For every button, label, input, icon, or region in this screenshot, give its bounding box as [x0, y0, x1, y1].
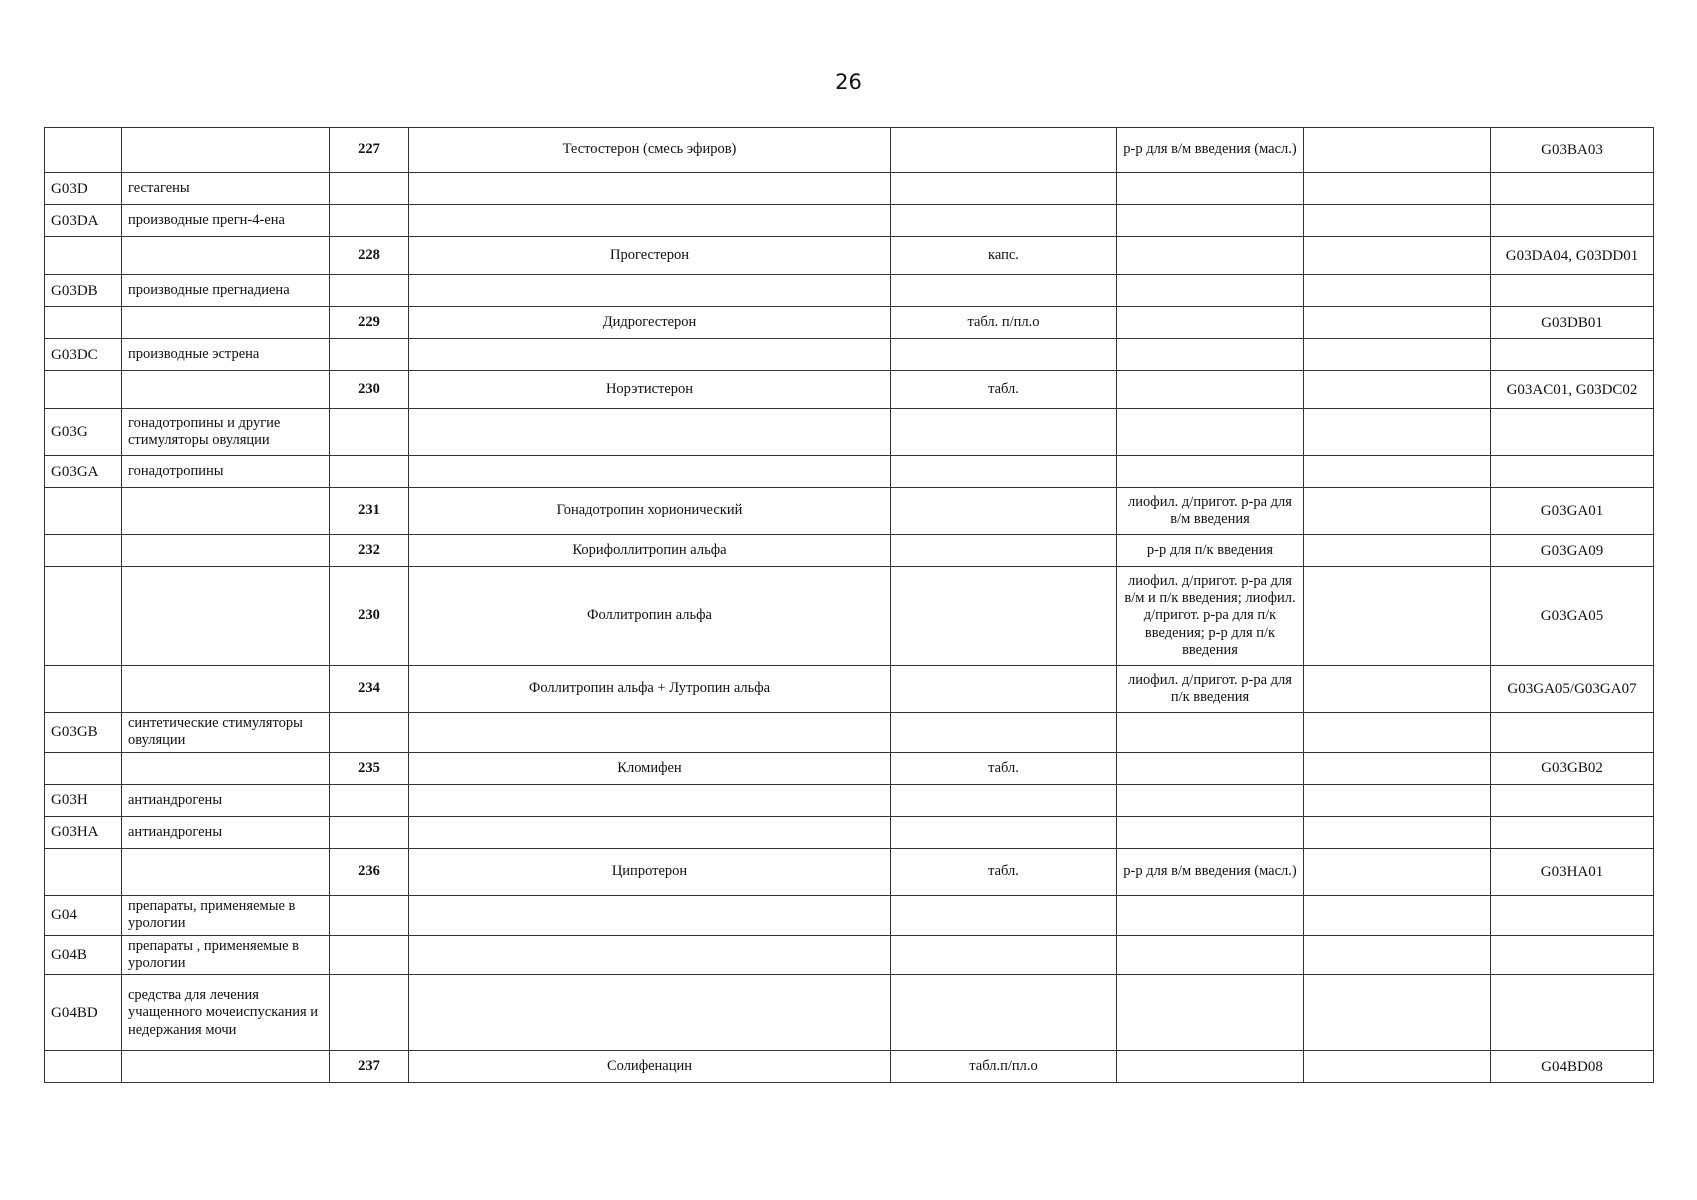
- number-cell: [330, 339, 409, 371]
- group-cell: [122, 567, 330, 666]
- number-cell: [330, 456, 409, 488]
- form-cell-2: [1117, 456, 1304, 488]
- table-row: [45, 816, 1654, 848]
- group-cell: [122, 666, 330, 713]
- table-row: [45, 752, 1654, 784]
- drug-name-cell: [409, 895, 891, 935]
- number-cell: [330, 816, 409, 848]
- form-cell-2: лиофил. д/пригот. р-ра для в/м введения: [1117, 488, 1304, 535]
- drug-name-cell: [409, 173, 891, 205]
- drug-name-cell: Кломифен: [409, 752, 891, 784]
- form-cell-3: [1304, 935, 1491, 975]
- code-cell: G03BA03: [1491, 128, 1654, 173]
- atc-cell: [45, 567, 122, 666]
- table-row: [45, 535, 1654, 567]
- form-cell-3: [1304, 713, 1491, 753]
- form-cell-3: [1304, 173, 1491, 205]
- form-cell-3: [1304, 488, 1491, 535]
- table-row: [45, 848, 1654, 895]
- number-cell: [330, 975, 409, 1051]
- code-cell: G03GA09: [1491, 535, 1654, 567]
- group-cell: производные эстрена: [122, 339, 330, 371]
- form-cell-3: [1304, 275, 1491, 307]
- number-cell: [330, 275, 409, 307]
- table-row: [45, 488, 1654, 535]
- code-cell: G03HA01: [1491, 848, 1654, 895]
- table-row: [45, 339, 1654, 371]
- drug-name-cell: [409, 935, 891, 975]
- form-cell-2: р-р для в/м введения (масл.): [1117, 848, 1304, 895]
- form-cell-3: [1304, 752, 1491, 784]
- group-cell: [122, 1051, 330, 1083]
- form-cell-1: [891, 567, 1117, 666]
- group-cell: гонадотропины: [122, 456, 330, 488]
- number-cell: 230: [330, 567, 409, 666]
- form-cell-2: р-р для п/к введения: [1117, 535, 1304, 567]
- form-cell-1: [891, 339, 1117, 371]
- drug-name-cell: Корифоллитропин альфа: [409, 535, 891, 567]
- form-cell-3: [1304, 975, 1491, 1051]
- form-cell-3: [1304, 848, 1491, 895]
- atc-cell: G04: [45, 895, 122, 935]
- atc-cell: [45, 128, 122, 173]
- table-row: [45, 275, 1654, 307]
- number-cell: [330, 173, 409, 205]
- form-cell-3: [1304, 409, 1491, 456]
- number-cell: 227: [330, 128, 409, 173]
- form-cell-3: [1304, 816, 1491, 848]
- drug-name-cell: Гонадотропин хорионический: [409, 488, 891, 535]
- number-cell: [330, 409, 409, 456]
- group-cell: препараты, применяемые в урологии: [122, 895, 330, 935]
- form-cell-1: [891, 456, 1117, 488]
- form-cell-3: [1304, 237, 1491, 275]
- drug-name-cell: [409, 409, 891, 456]
- table-row: [45, 935, 1654, 975]
- form-cell-3: [1304, 128, 1491, 173]
- group-cell: [122, 752, 330, 784]
- form-cell-3: [1304, 205, 1491, 237]
- table-row: [45, 895, 1654, 935]
- number-cell: 231: [330, 488, 409, 535]
- group-cell: гестагены: [122, 173, 330, 205]
- group-cell: производные прегн-4-ена: [122, 205, 330, 237]
- number-cell: 229: [330, 307, 409, 339]
- group-cell: [122, 371, 330, 409]
- form-cell-3: [1304, 784, 1491, 816]
- atc-cell: G03GB: [45, 713, 122, 753]
- form-cell-1: [891, 784, 1117, 816]
- form-cell-1: [891, 128, 1117, 173]
- form-cell-3: [1304, 567, 1491, 666]
- code-cell: [1491, 205, 1654, 237]
- number-cell: [330, 713, 409, 753]
- group-cell: синтетические стимуляторы овуляции: [122, 713, 330, 753]
- drug-name-cell: [409, 975, 891, 1051]
- atc-cell: [45, 237, 122, 275]
- group-cell: гонадотропины и другие стимуляторы овуляции: [122, 409, 330, 456]
- form-cell-1: [891, 535, 1117, 567]
- code-cell: [1491, 339, 1654, 371]
- number-cell: 228: [330, 237, 409, 275]
- code-cell: [1491, 456, 1654, 488]
- atc-cell: G04BD: [45, 975, 122, 1051]
- drug-name-cell: Ципротерон: [409, 848, 891, 895]
- code-cell: G03DA04, G03DD01: [1491, 237, 1654, 275]
- form-cell-1: [891, 488, 1117, 535]
- form-cell-3: [1304, 535, 1491, 567]
- form-cell-2: лиофил. д/пригот. р-ра для в/м и п/к введения; лиофил. д/пригот. р-ра для п/к введения; р-р для п/к введения: [1117, 567, 1304, 666]
- atc-cell: G03DB: [45, 275, 122, 307]
- table-row: [45, 128, 1654, 173]
- atc-cell: G03H: [45, 784, 122, 816]
- table-row: [45, 666, 1654, 713]
- table-row: [45, 456, 1654, 488]
- table-row: [45, 567, 1654, 666]
- code-cell: [1491, 975, 1654, 1051]
- atc-cell: [45, 1051, 122, 1083]
- drug-name-cell: Дидрогестерон: [409, 307, 891, 339]
- form-cell-2: [1117, 237, 1304, 275]
- table-row: [45, 1051, 1654, 1083]
- form-cell-3: [1304, 339, 1491, 371]
- code-cell: [1491, 784, 1654, 816]
- form-cell-1: [891, 666, 1117, 713]
- drug-name-cell: [409, 713, 891, 753]
- table-row: [45, 307, 1654, 339]
- code-cell: [1491, 816, 1654, 848]
- group-cell: [122, 848, 330, 895]
- form-cell-2: [1117, 307, 1304, 339]
- number-cell: 236: [330, 848, 409, 895]
- code-cell: [1491, 895, 1654, 935]
- form-cell-1: капс.: [891, 237, 1117, 275]
- atc-cell: G03D: [45, 173, 122, 205]
- form-cell-2: [1117, 205, 1304, 237]
- number-cell: [330, 935, 409, 975]
- atc-cell: [45, 752, 122, 784]
- table-row: [45, 409, 1654, 456]
- code-cell: G03DB01: [1491, 307, 1654, 339]
- group-cell: [122, 237, 330, 275]
- group-cell: [122, 128, 330, 173]
- atc-cell: [45, 371, 122, 409]
- form-cell-1: табл.: [891, 848, 1117, 895]
- form-cell-1: [891, 816, 1117, 848]
- table-row: [45, 784, 1654, 816]
- number-cell: [330, 205, 409, 237]
- form-cell-2: [1117, 784, 1304, 816]
- number-cell: 235: [330, 752, 409, 784]
- form-cell-1: [891, 173, 1117, 205]
- group-cell: [122, 535, 330, 567]
- code-cell: [1491, 275, 1654, 307]
- atc-cell: G04B: [45, 935, 122, 975]
- table-row: [45, 975, 1654, 1051]
- form-cell-2: [1117, 1051, 1304, 1083]
- form-cell-3: [1304, 895, 1491, 935]
- number-cell: [330, 784, 409, 816]
- drug-name-cell: [409, 275, 891, 307]
- form-cell-2: [1117, 371, 1304, 409]
- group-cell: препараты , применяемые в урологии: [122, 935, 330, 975]
- form-cell-2: [1117, 275, 1304, 307]
- code-cell: [1491, 935, 1654, 975]
- form-cell-3: [1304, 666, 1491, 713]
- table-row: [45, 237, 1654, 275]
- atc-cell: G03G: [45, 409, 122, 456]
- form-cell-1: [891, 713, 1117, 753]
- form-cell-2: [1117, 339, 1304, 371]
- code-cell: [1491, 713, 1654, 753]
- form-cell-3: [1304, 371, 1491, 409]
- drug-name-cell: [409, 816, 891, 848]
- code-cell: [1491, 173, 1654, 205]
- form-cell-2: [1117, 713, 1304, 753]
- form-cell-2: [1117, 409, 1304, 456]
- group-cell: средства для лечения учащенного мочеиспускания и недержания мочи: [122, 975, 330, 1051]
- atc-cell: [45, 666, 122, 713]
- code-cell: G04BD08: [1491, 1051, 1654, 1083]
- atc-cell: G03GA: [45, 456, 122, 488]
- form-cell-2: р-р для в/м введения (масл.): [1117, 128, 1304, 173]
- table-row: [45, 205, 1654, 237]
- form-cell-2: [1117, 895, 1304, 935]
- code-cell: G03GA05/G03GA07: [1491, 666, 1654, 713]
- form-cell-2: [1117, 173, 1304, 205]
- form-cell-1: табл. п/пл.о: [891, 307, 1117, 339]
- form-cell-1: табл.: [891, 371, 1117, 409]
- form-cell-2: лиофил. д/пригот. р-ра для п/к введения: [1117, 666, 1304, 713]
- table-row: [45, 713, 1654, 753]
- form-cell-3: [1304, 456, 1491, 488]
- group-cell: антиандрогены: [122, 816, 330, 848]
- group-cell: производные прегнадиена: [122, 275, 330, 307]
- drug-name-cell: [409, 339, 891, 371]
- number-cell: [330, 895, 409, 935]
- number-cell: 230: [330, 371, 409, 409]
- page-number: 26: [835, 70, 862, 94]
- number-cell: 237: [330, 1051, 409, 1083]
- code-cell: G03AC01, G03DC02: [1491, 371, 1654, 409]
- code-cell: G03GB02: [1491, 752, 1654, 784]
- code-cell: G03GA05: [1491, 567, 1654, 666]
- drug-table: [44, 127, 1654, 1083]
- atc-cell: [45, 488, 122, 535]
- form-cell-1: [891, 975, 1117, 1051]
- code-cell: [1491, 409, 1654, 456]
- form-cell-2: [1117, 935, 1304, 975]
- form-cell-1: [891, 409, 1117, 456]
- drug-name-cell: [409, 784, 891, 816]
- form-cell-1: табл.: [891, 752, 1117, 784]
- number-cell: 234: [330, 666, 409, 713]
- form-cell-1: [891, 895, 1117, 935]
- atc-cell: [45, 307, 122, 339]
- atc-cell: G03HA: [45, 816, 122, 848]
- drug-name-cell: [409, 456, 891, 488]
- form-cell-1: [891, 205, 1117, 237]
- drug-name-cell: Фоллитропин альфа + Лутропин альфа: [409, 666, 891, 713]
- atc-cell: [45, 535, 122, 567]
- group-cell: антиандрогены: [122, 784, 330, 816]
- form-cell-2: [1117, 816, 1304, 848]
- form-cell-3: [1304, 307, 1491, 339]
- drug-name-cell: Прогестерон: [409, 237, 891, 275]
- table-row: [45, 173, 1654, 205]
- drug-name-cell: Тестостерон (смесь эфиров): [409, 128, 891, 173]
- code-cell: G03GA01: [1491, 488, 1654, 535]
- form-cell-2: [1117, 752, 1304, 784]
- drug-name-cell: [409, 205, 891, 237]
- atc-cell: [45, 848, 122, 895]
- group-cell: [122, 488, 330, 535]
- atc-cell: G03DC: [45, 339, 122, 371]
- form-cell-1: [891, 275, 1117, 307]
- atc-cell: G03DA: [45, 205, 122, 237]
- form-cell-3: [1304, 1051, 1491, 1083]
- table-row: [45, 371, 1654, 409]
- number-cell: 232: [330, 535, 409, 567]
- form-cell-1: [891, 935, 1117, 975]
- group-cell: [122, 307, 330, 339]
- form-cell-2: [1117, 975, 1304, 1051]
- drug-name-cell: Солифенацин: [409, 1051, 891, 1083]
- form-cell-1: табл.п/пл.о: [891, 1051, 1117, 1083]
- drug-name-cell: Фоллитропин альфа: [409, 567, 891, 666]
- drug-name-cell: Норэтистерон: [409, 371, 891, 409]
